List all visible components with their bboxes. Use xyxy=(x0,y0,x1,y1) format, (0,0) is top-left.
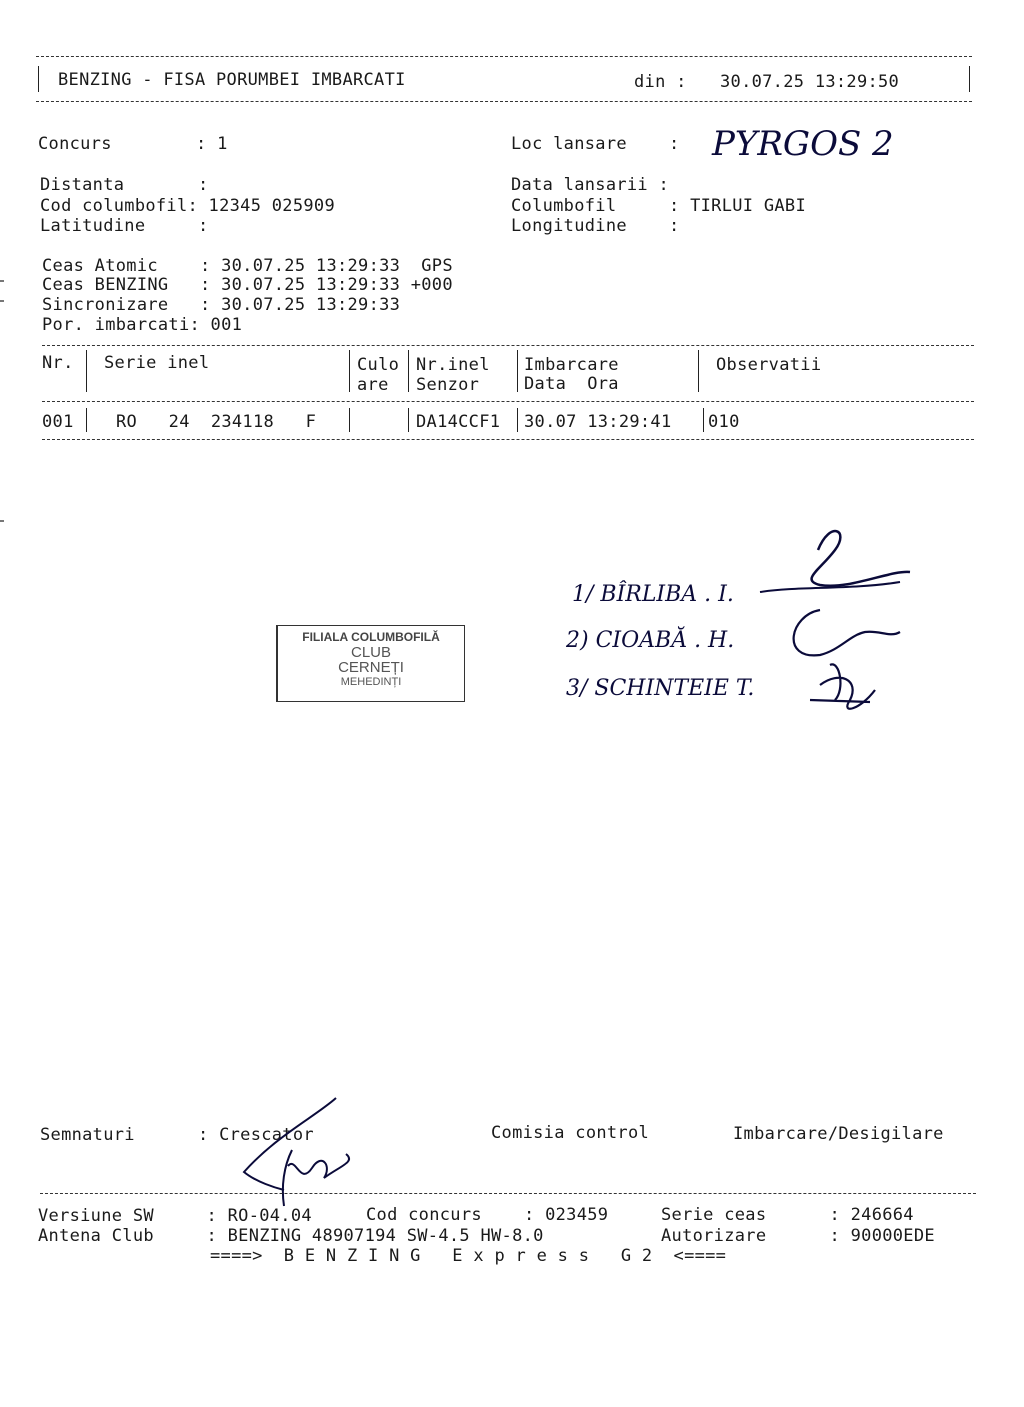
table-col-divider xyxy=(408,408,409,432)
table-col-divider xyxy=(408,350,409,392)
col-header-nr-inel-2: Senzor xyxy=(416,375,480,395)
table-header-rule xyxy=(42,401,974,402)
col-header-nr: Nr. xyxy=(42,353,74,373)
date-label: din : xyxy=(634,72,687,92)
handwritten-signature-2: 2) CIOABĂ . H. xyxy=(566,628,735,653)
header-bottom-rule xyxy=(36,101,972,102)
col-header-observatii: Observatii xyxy=(716,355,822,375)
row-nr: 001 xyxy=(42,412,74,432)
col-header-culoare-2: are xyxy=(357,375,389,395)
autorizare-line: Autorizare : 90000EDE xyxy=(661,1226,935,1246)
stamp-line-1: FILIALA COLUMBOFILĂ xyxy=(302,630,440,644)
stamp-line-2: CLUB xyxy=(350,644,391,661)
comisia-control-label: Comisia control xyxy=(491,1123,650,1143)
versiune-sw-line: Versiune SW : RO-04.04 xyxy=(38,1206,312,1226)
page-edge-mark xyxy=(0,280,4,282)
table-col-divider xyxy=(703,408,704,432)
header-left-bar xyxy=(38,66,39,92)
columbofil-field: Columbofil : TIRLUI GABI xyxy=(511,196,806,216)
col-header-imbarcare-1: Imbarcare xyxy=(524,355,619,375)
ceas-atomic-line: Ceas Atomic : 30.07.25 13:29:33 GPS xyxy=(42,256,453,276)
cod-concurs-line: Cod concurs : 023459 xyxy=(366,1205,609,1225)
sincronizare-line: Sincronizare : 30.07.25 13:29:33 xyxy=(42,295,401,315)
col-header-serie-inel: Serie inel xyxy=(104,353,210,373)
row-nr-inel-senzor: DA14CCF1 xyxy=(416,412,501,432)
latitudine-field: Latitudine : xyxy=(40,216,209,236)
footer-rule xyxy=(40,1193,976,1194)
page-edge-mark xyxy=(0,520,4,522)
longitudine-field: Longitudine : xyxy=(511,216,680,236)
col-header-culoare-1: Culo xyxy=(357,355,400,375)
crescator-signature xyxy=(236,1096,376,1216)
data-lansarii-field: Data lansarii : xyxy=(511,175,670,195)
row-observatii: 010 xyxy=(708,412,740,432)
table-top-rule xyxy=(42,345,974,346)
benzing-express-banner: ====> B E N Z I N G E x p r e s s G 2 <==== xyxy=(210,1246,727,1266)
semnaturi-line: Semnaturi : Crescator xyxy=(40,1125,314,1145)
table-col-divider xyxy=(517,408,518,432)
distanta-field: Distanta : xyxy=(40,175,209,195)
table-col-divider xyxy=(349,350,350,392)
club-stamp xyxy=(276,625,465,702)
col-header-imbarcare-2: Data Ora xyxy=(524,374,619,394)
document-title: BENZING - FISA PORUMBEI IMBARCATI xyxy=(58,70,406,90)
handwritten-signature-3: 3/ SCHINTEIE T. xyxy=(566,676,755,701)
col-header-nr-inel-1: Nr.inel xyxy=(416,355,490,375)
table-col-divider xyxy=(86,408,87,432)
page-edge-mark xyxy=(0,300,4,302)
cod-columbofil-field: Cod columbofil: 12345 025909 xyxy=(40,196,335,216)
imbarcare-desigilare-label: Imbarcare/Desigilare xyxy=(733,1124,944,1144)
row-imbarcare: 30.07 13:29:41 xyxy=(524,412,672,432)
table-col-divider xyxy=(86,350,87,392)
serie-ceas-line: Serie ceas : 246664 xyxy=(661,1205,914,1225)
loc-lansare-handwritten: PYRGOS 2 xyxy=(712,124,894,164)
table-col-divider xyxy=(517,350,518,392)
handwritten-signature-1: 1/ BÎRLIBA . I. xyxy=(572,582,734,607)
signature-scribbles xyxy=(740,520,940,730)
table-col-divider xyxy=(349,408,350,432)
loc-lansare-field: Loc lansare : xyxy=(511,134,680,154)
stamp-line-4: MEHEDINȚI xyxy=(340,676,402,688)
header-right-bar xyxy=(969,66,970,92)
ceas-benzing-line: Ceas BENZING : 30.07.25 13:29:33 +000 xyxy=(42,275,453,295)
por-imbarcati-line: Por. imbarcati: 001 xyxy=(42,315,243,335)
row-serie-inel: RO 24 234118 F xyxy=(116,412,317,432)
date-value: 30.07.25 13:29:50 xyxy=(720,72,900,92)
antena-club-line: Antena Club : BENZING 48907194 SW-4.5 HW-8.0 xyxy=(38,1226,544,1246)
header-top-rule xyxy=(36,56,972,57)
table-bottom-rule xyxy=(42,439,974,440)
table-col-divider xyxy=(698,350,699,392)
stamp-line-3: CERNEȚI xyxy=(338,659,404,676)
concurs-field: Concurs : 1 xyxy=(38,134,228,154)
